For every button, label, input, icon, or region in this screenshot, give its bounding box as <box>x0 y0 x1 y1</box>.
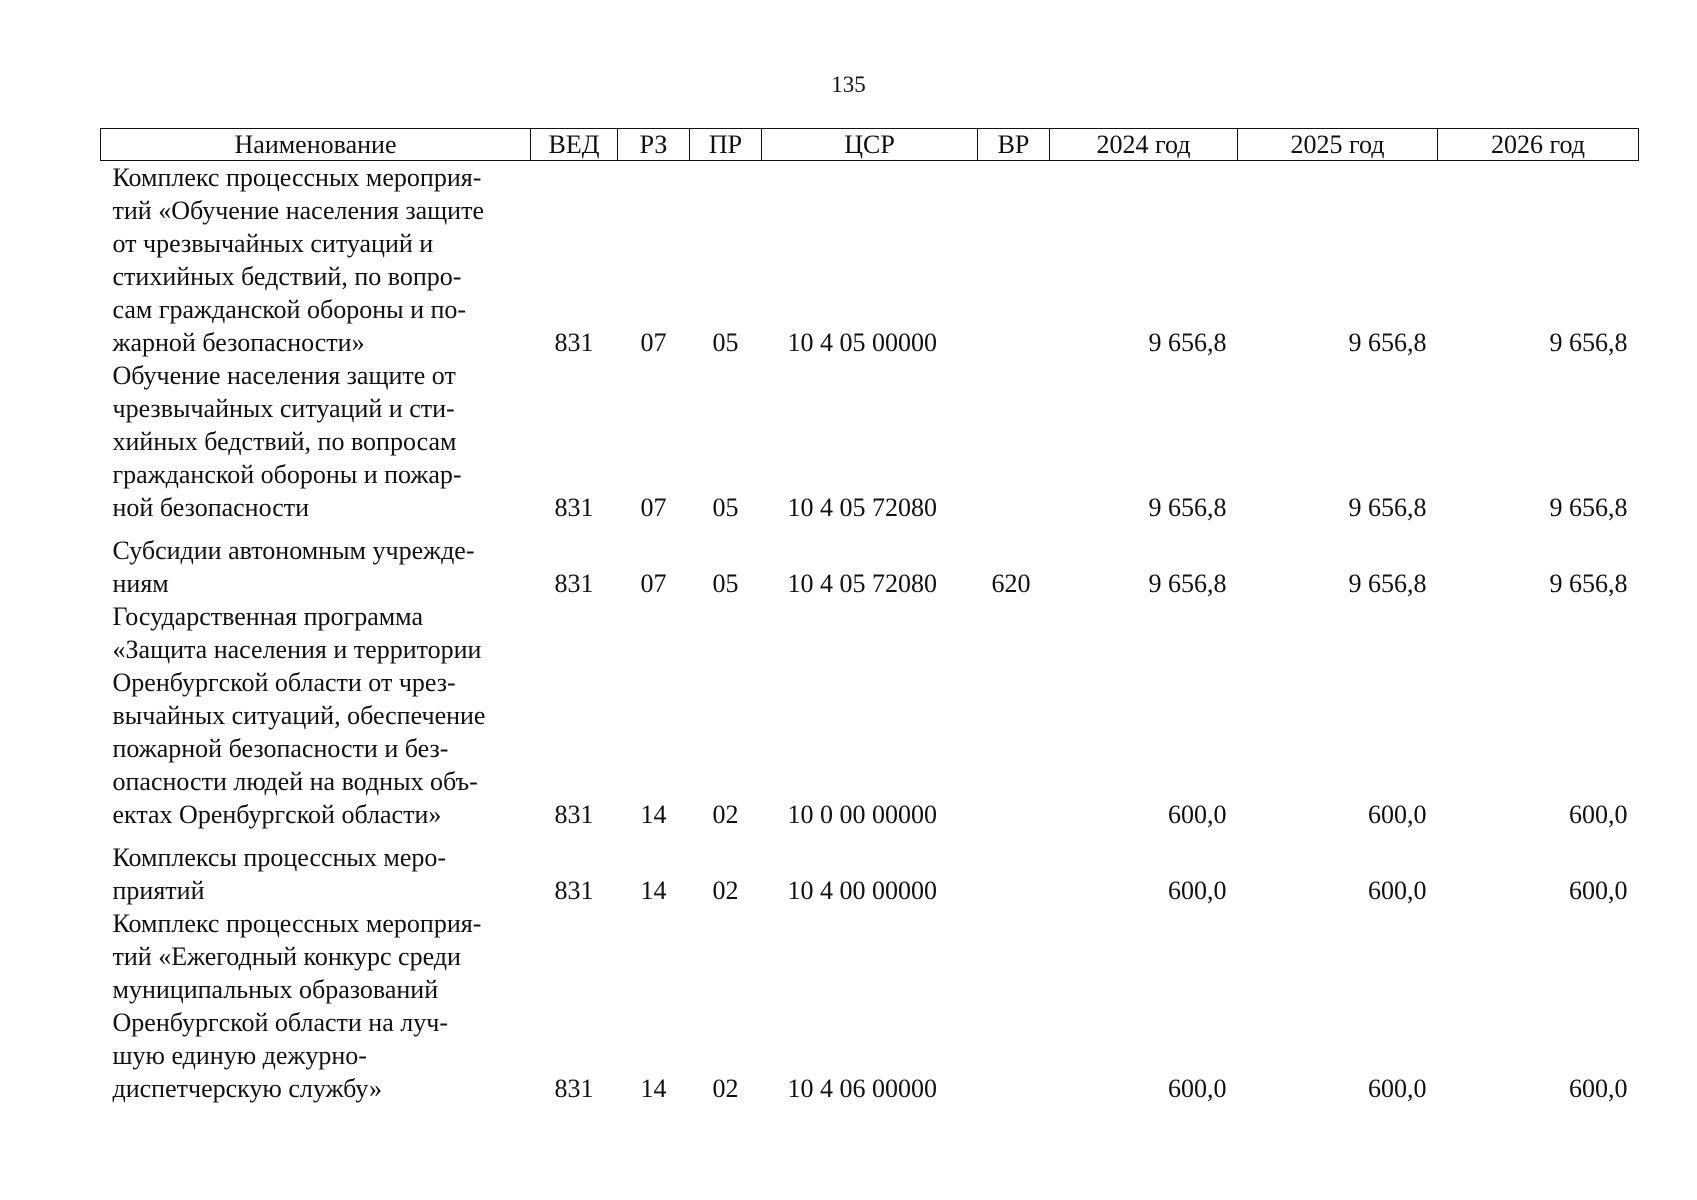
cell-ved: 831 <box>554 493 594 522</box>
row-name-line: приятий <box>112 876 205 905</box>
cell-ved: 831 <box>554 1074 594 1103</box>
table-row <box>101 359 1639 524</box>
header-rz: РЗ <box>618 129 690 161</box>
cell-csr: 10 4 05 72080 <box>787 493 937 522</box>
row-name-line: опасности людей на водных объ- <box>112 767 478 796</box>
cell-2026: 600,0 <box>1569 800 1628 829</box>
row-name-line: Оренбургской области от чрез- <box>112 668 456 697</box>
page-number: 135 <box>831 72 866 97</box>
cell-rz: 07 <box>640 328 667 357</box>
cell-2026: 600,0 <box>1569 876 1628 905</box>
cell-ved: 831 <box>554 876 594 905</box>
row-name-line: Государственная программа <box>112 602 424 631</box>
row-name-line: вычайных ситуаций, обеспечение <box>112 701 486 730</box>
cell-ved: 831 <box>554 800 594 829</box>
row-name <box>101 359 531 524</box>
cell-rz: 07 <box>640 493 667 522</box>
header-pr: ПР <box>690 129 762 161</box>
row-name-line: Оренбургской области на луч- <box>112 1008 448 1037</box>
cell-pr: 05 <box>712 328 739 357</box>
cell-rz: 07 <box>640 569 667 598</box>
row-name-line: стихийных бедствий, по вопро- <box>112 262 462 291</box>
cell-csr: 10 4 05 72080 <box>787 569 937 598</box>
table-row <box>101 161 1639 360</box>
cell-pr: 05 <box>712 493 739 522</box>
table-row <box>101 907 1639 1105</box>
row-name-line: Обучение населения защите от <box>112 361 456 390</box>
cell-2024: 9 656,8 <box>1148 328 1227 357</box>
table-row <box>101 831 1639 907</box>
cell-vr <box>978 907 1050 1105</box>
row-name-line: от чрезвычайных ситуаций и <box>112 229 434 258</box>
cell-2025: 600,0 <box>1368 800 1427 829</box>
cell-pr: 02 <box>712 876 739 905</box>
cell-csr: 10 4 05 00000 <box>787 328 937 357</box>
row-name-line: тий «Ежегодный конкурс среди <box>112 942 461 971</box>
cell-vr: 620 <box>991 569 1031 598</box>
row-name <box>101 907 531 1105</box>
row-name-line: ектах Оренбургской области» <box>112 800 442 829</box>
row-name-line: Комплекс процессных мероприя- <box>112 909 482 938</box>
row-name-line: пожарной безопасности и без- <box>112 734 449 763</box>
cell-2025: 9 656,8 <box>1348 493 1427 522</box>
row-name <box>101 831 531 907</box>
row-name-line: шую единую дежурно- <box>112 1041 367 1070</box>
row-name-line: чрезвычайных ситуаций и сти- <box>112 394 455 423</box>
header-2025: 2025 год <box>1238 129 1438 161</box>
cell-vr <box>978 600 1050 831</box>
cell-csr: 10 4 06 00000 <box>787 1074 937 1103</box>
cell-vr <box>978 161 1050 360</box>
cell-2025: 9 656,8 <box>1348 569 1427 598</box>
cell-2025: 600,0 <box>1368 876 1427 905</box>
cell-pr: 05 <box>712 569 739 598</box>
row-name-line: ниям <box>112 569 169 598</box>
row-name-line: муниципальных образований <box>112 975 439 1004</box>
cell-2024: 600,0 <box>1168 876 1227 905</box>
budget-table <box>100 128 1639 1105</box>
row-name-line: хийных бедствий, по вопросам <box>112 427 457 456</box>
table-row <box>101 524 1639 600</box>
cell-rz: 14 <box>640 800 667 829</box>
cell-rz: 14 <box>640 1074 667 1103</box>
cell-pr: 02 <box>712 1074 739 1103</box>
cell-2026: 9 656,8 <box>1549 328 1628 357</box>
cell-2025: 600,0 <box>1368 1074 1427 1103</box>
cell-2026: 9 656,8 <box>1549 569 1628 598</box>
header-name: Наименование <box>101 129 531 161</box>
table-body <box>101 161 1639 1106</box>
cell-2025: 9 656,8 <box>1348 328 1427 357</box>
cell-2024: 9 656,8 <box>1148 569 1227 598</box>
row-name-line: Комплексы процессных меро- <box>112 843 447 872</box>
row-name-line: тий «Обучение населения защите <box>112 196 484 225</box>
cell-pr: 02 <box>712 800 739 829</box>
cell-csr: 10 0 00 00000 <box>787 800 937 829</box>
cell-vr <box>978 831 1050 907</box>
header-2026: 2026 год <box>1438 129 1639 161</box>
row-name-line: Комплекс процессных мероприя- <box>112 163 482 192</box>
table-row <box>101 600 1639 831</box>
header-vr: ВР <box>978 129 1050 161</box>
cell-rz: 14 <box>640 876 667 905</box>
row-name <box>101 524 531 600</box>
cell-csr: 10 4 00 00000 <box>787 876 937 905</box>
row-name <box>101 600 531 831</box>
cell-2024: 600,0 <box>1168 1074 1227 1103</box>
cell-ved: 831 <box>554 569 594 598</box>
header-csr: ЦСР <box>762 129 978 161</box>
row-name-line: гражданской обороны и пожар- <box>112 460 462 489</box>
cell-2026: 9 656,8 <box>1549 493 1628 522</box>
table-header-row <box>101 129 1639 161</box>
row-name-line: Субсидии автономным учрежде- <box>112 536 475 565</box>
row-name-line: сам гражданской обороны и по- <box>112 295 467 324</box>
row-name-line: жарной безопасности» <box>112 328 365 357</box>
row-name-line: «Защита населения и территории <box>112 635 482 664</box>
cell-vr <box>978 359 1050 524</box>
cell-ved: 831 <box>554 328 594 357</box>
cell-2024: 9 656,8 <box>1148 493 1227 522</box>
cell-2024: 600,0 <box>1168 800 1227 829</box>
header-ved: ВЕД <box>531 129 618 161</box>
header-2024: 2024 год <box>1050 129 1238 161</box>
row-name <box>101 161 531 360</box>
row-name-line: ной безопасности <box>112 493 310 522</box>
row-name-line: диспетчерскую службу» <box>112 1074 383 1103</box>
cell-2026: 600,0 <box>1569 1074 1628 1103</box>
